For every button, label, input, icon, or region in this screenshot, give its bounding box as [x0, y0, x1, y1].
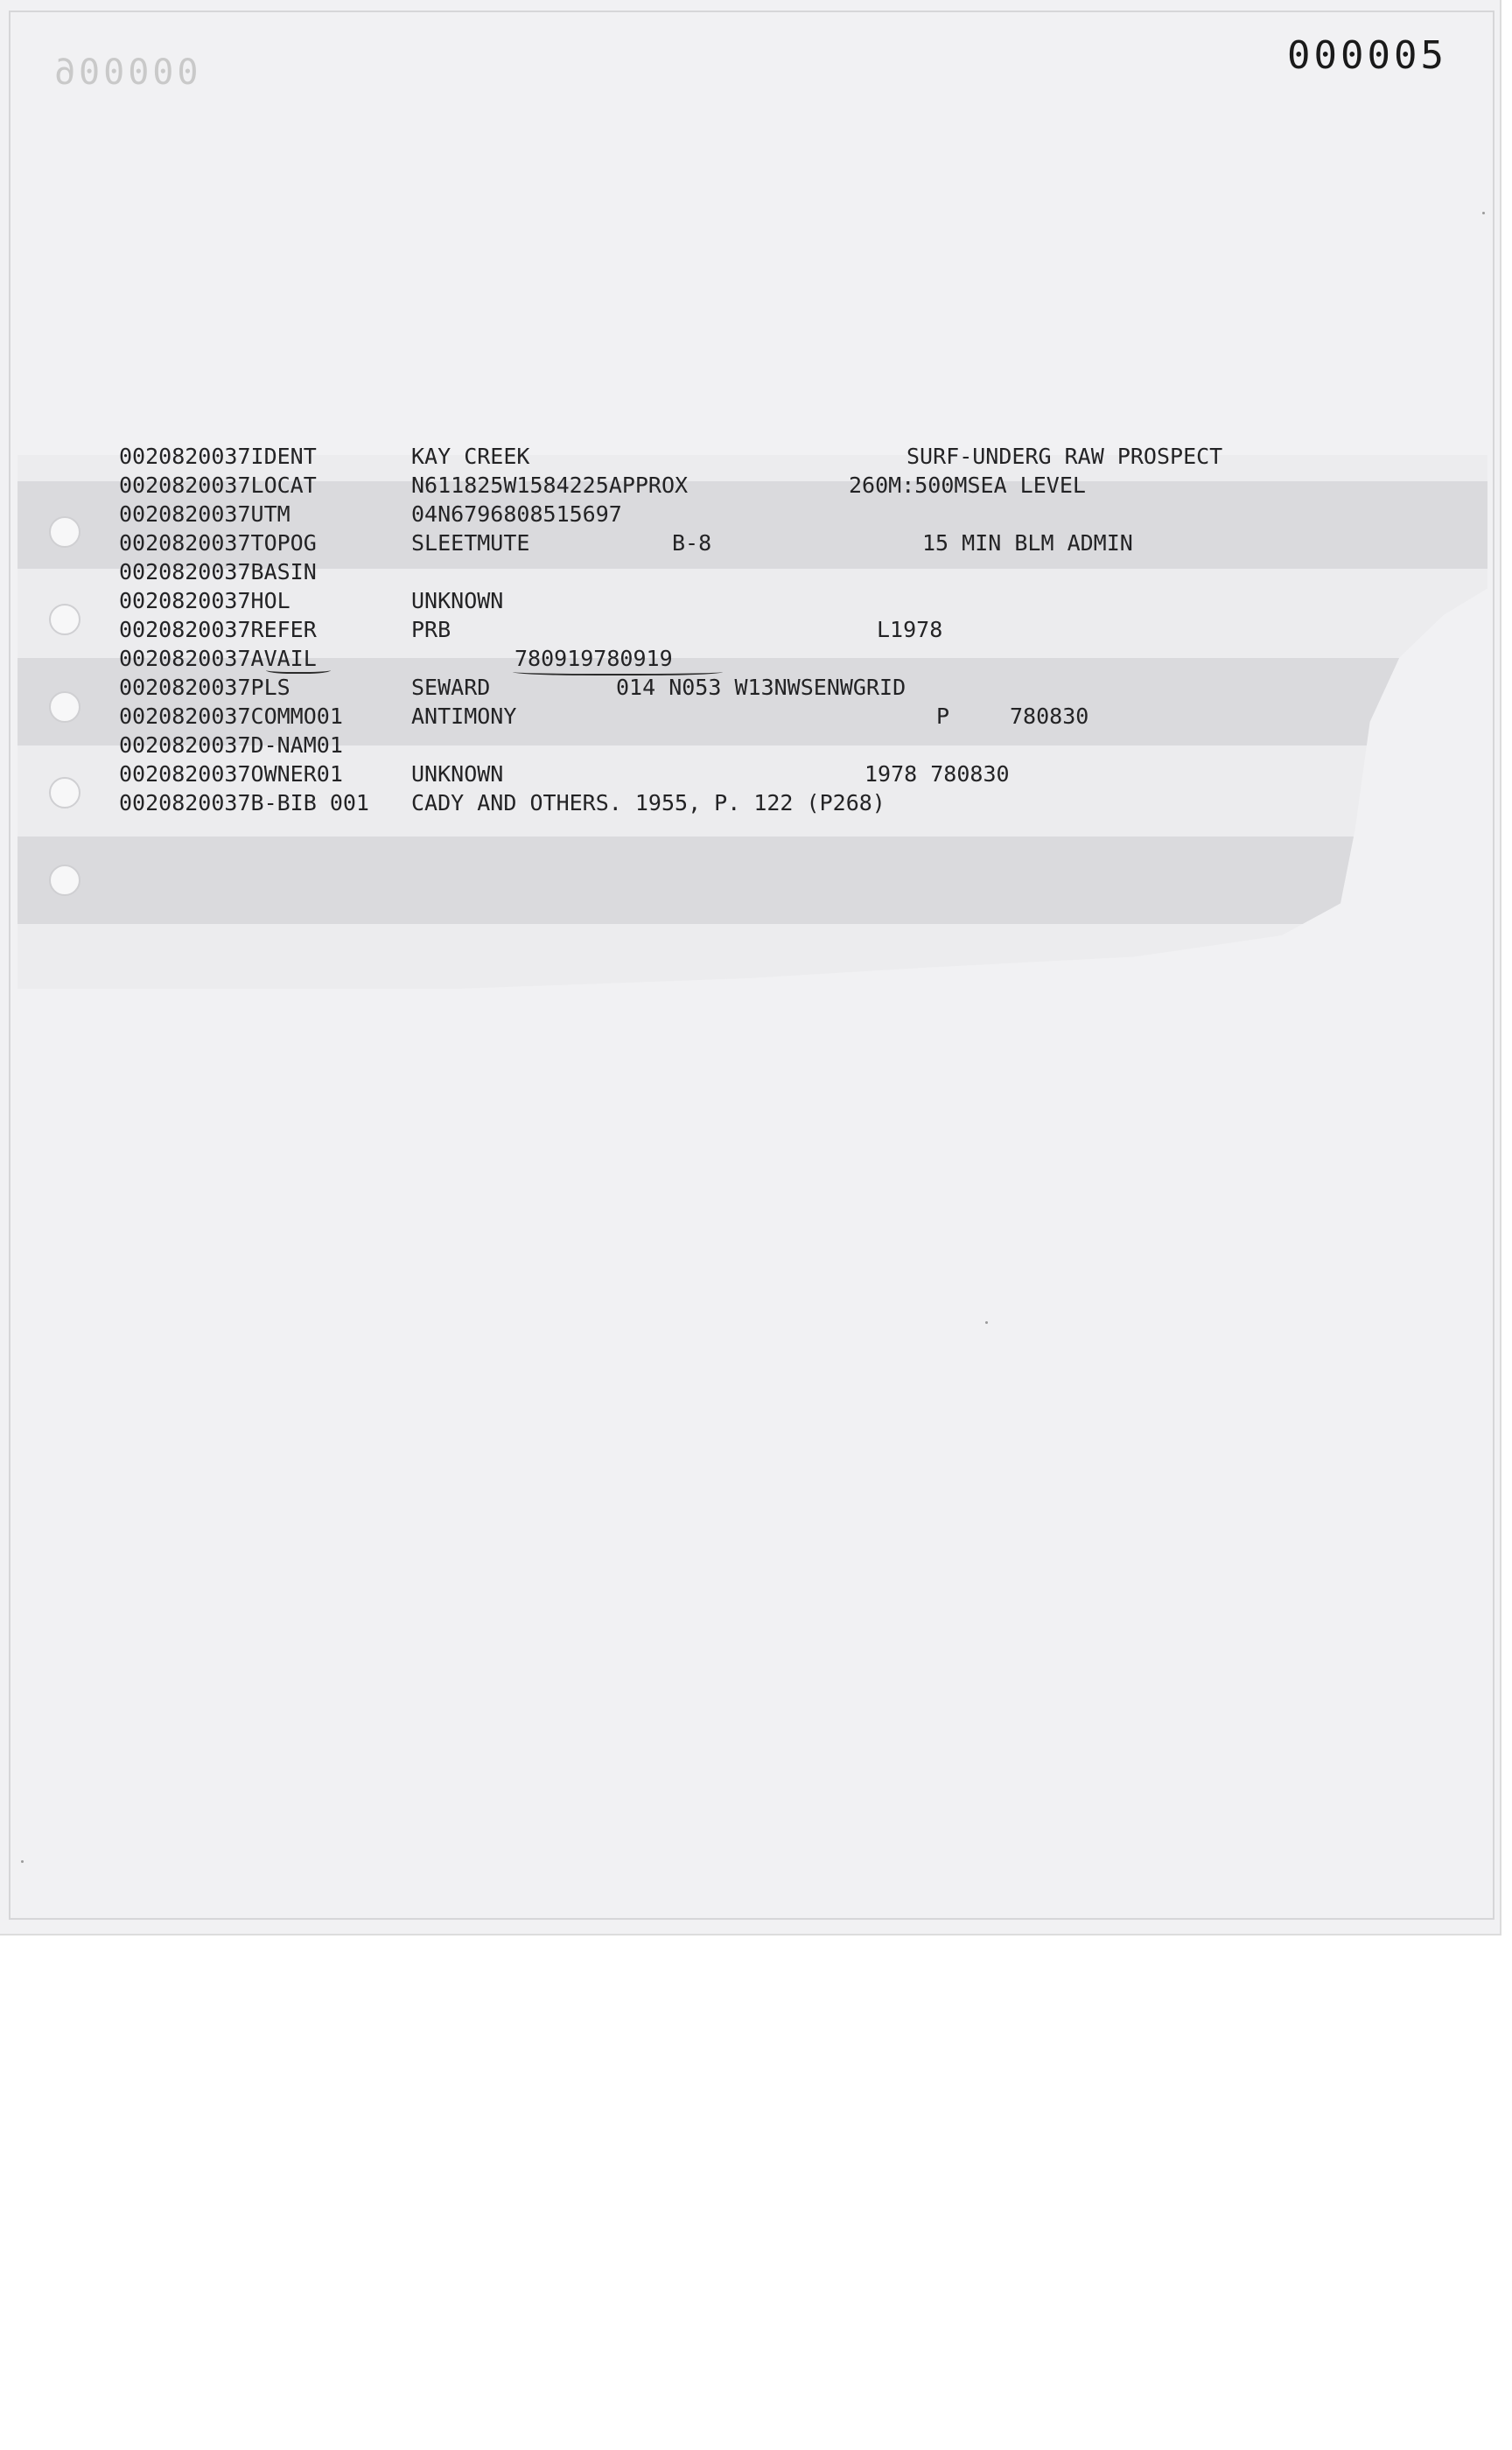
record-value: N611825W1584225APPROX: [411, 472, 689, 498]
record-extra: 15 MIN BLM ADMIN: [922, 530, 1133, 556]
punch-hole: [49, 691, 80, 723]
record-extra: 260M:500MSEA LEVEL: [849, 472, 1086, 498]
record-line: [119, 500, 1344, 528]
record-extra: SURF-UNDERG RAW PROSPECT: [906, 444, 1223, 469]
paper-speck: [1482, 212, 1485, 214]
record-extra: P: [936, 704, 950, 729]
record-line: [119, 702, 1344, 731]
paper-speck: [985, 1321, 988, 1324]
record-line: [119, 471, 1344, 500]
record-code: 0020820037OWNER01: [119, 761, 343, 787]
record-value: SEWARD: [411, 675, 491, 700]
record-code: 0020820037D-NAM01: [119, 732, 343, 758]
record-value: PRB: [411, 617, 452, 642]
record-value: SLEETMUTE: [411, 530, 530, 556]
record-code: 0020820037B-BIB 001: [119, 790, 369, 816]
record-extra: L1978: [877, 617, 943, 642]
record-line: [119, 644, 1344, 673]
record-value: CADY AND OTHERS. 1955, P. 122 (P268): [411, 790, 886, 816]
record-code: 0020820037REFER: [119, 617, 317, 642]
mineral-record: [119, 442, 1344, 817]
record-line: [119, 760, 1344, 788]
record-line: [119, 788, 1344, 817]
record-value: UNKNOWN: [411, 761, 504, 787]
record-code: 0020820037COMMO01: [119, 704, 343, 729]
record-code: 0020820037TOPOG: [119, 530, 317, 556]
record-value: UNKNOWN: [411, 588, 504, 613]
record-line: [119, 586, 1344, 615]
record-value: 04N6796808515697: [411, 501, 622, 527]
record-code: 0020820037UTM: [119, 501, 290, 527]
record-extra: 1978 780830: [864, 761, 1010, 787]
record-extra: 780830: [1010, 704, 1089, 729]
punch-hole: [49, 777, 80, 808]
record-line: [119, 528, 1344, 557]
record-extra: B-8: [672, 530, 712, 556]
record-line: [119, 615, 1344, 644]
punch-hole: [49, 864, 80, 896]
record-code: 0020820037PLS: [119, 675, 290, 700]
punch-hole: [49, 604, 80, 635]
record-value: ANTIMONY: [411, 704, 517, 729]
record-code: 0020820037BASIN: [119, 559, 317, 584]
record-code: 0020820037LOCAT: [119, 472, 317, 498]
record-extra: 014 N053 W13NWSENWGRID: [616, 675, 906, 700]
bleed-through-page-number: 000006: [51, 52, 199, 93]
record-line: [119, 673, 1344, 702]
record-code: 0020820037AVAIL: [119, 646, 317, 671]
record-code: 0020820037HOL: [119, 588, 290, 613]
record-line: [119, 442, 1344, 471]
page-number: 000005: [1287, 33, 1447, 78]
record-line: [119, 557, 1344, 586]
printout-band: [18, 836, 1488, 924]
punch-hole: [49, 516, 80, 548]
record-extra: 780919780919: [514, 646, 673, 671]
record-code: 0020820037IDENT: [119, 444, 317, 469]
record-value: KAY CREEK: [411, 444, 530, 469]
record-line: [119, 731, 1344, 760]
paper-speck: [21, 1860, 24, 1863]
